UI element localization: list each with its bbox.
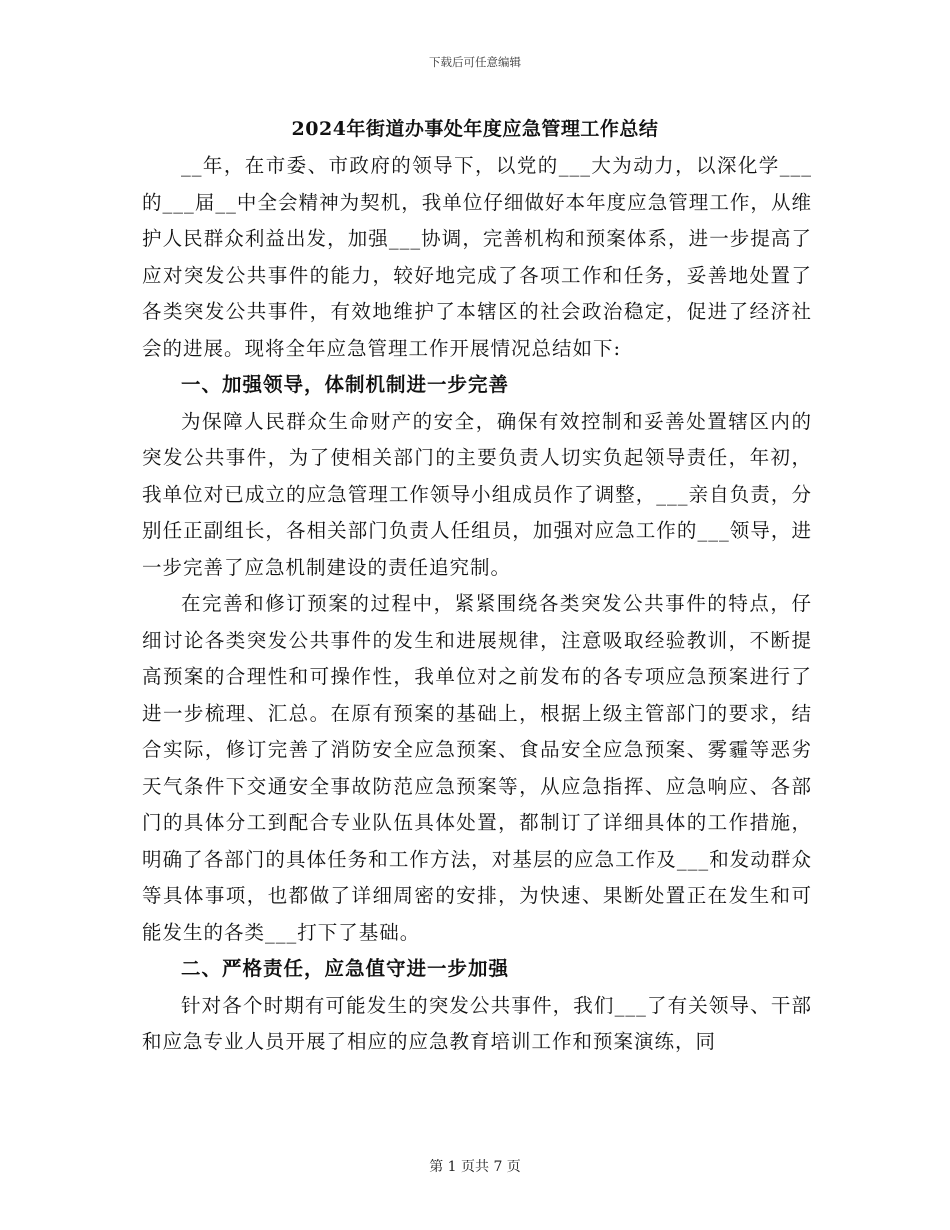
page-title: 2024年街道办事处年度应急管理工作总结: [291, 118, 659, 140]
section-1-paragraph-1: 为保障人民群众生命财产的安全，确保有效控制和妥善处置辖区内的突发公共事件，为了使相关部门的主要负责人切实负起领导责任，年初，我单位对已成立的应急管理工作领导小组成员作了调整，___亲自负责，分别任正副组长，各相关部门负责人任组员，加强对应急工作的___领导，进一步完善了应急机制建设的责任追究制。: [142, 409, 812, 579]
section-1-paragraph-2: 在完善和修订预案的过程中，紧紧围绕各类突发公共事件的特点，仔细讨论各类突发公共事件的发生和进展规律，注意吸取经验教训，不断提高预案的合理性和可操作性，我单位对之前发布的各专项应急预案进行了进一步梳理、汇总。在原有预案的基础上，根据上级主管部门的要求，结合实际，修订完善了消防安全应急预案、食品安全应急预案、雾霾等恶劣天气条件下交通安全事故防范应急预案等，从应急指挥、应急响应、各部门的具体分工到配合专业队伍具体处置，都制订了详细具体的工作措施，明确了各部门的具体任务和工作方法，对基层的应急工作及___和发动群众等具体事项，也都做了详细周密的安排，为快速、果断处置正在发生和可能发生的各类___打下了基础。: [142, 592, 812, 944]
page-header-note: 下载后可任意编辑: [429, 55, 521, 69]
document-body: [142, 148, 812, 1061]
section-heading-2: 二、严格责任，应急值守进一步加强: [181, 957, 510, 980]
section-heading-1: 一、加强领导，体制机制进一步完善: [181, 373, 510, 396]
page-footer-number: 第 1 页共 7 页: [429, 1159, 521, 1175]
section-2-paragraph-1: 针对各个时期有可能发生的突发公共事件，我们___了有关领导、干部和应急专业人员开展了相应的应急教育培训工作和预案演练，同: [142, 993, 812, 1053]
intro-paragraph: __年，在市委、市政府的领导下，以党的___大为动力，以深化学___的___届__中全会精神为契机，我单位仔细做好本年度应急管理工作，从维护人民群众利益出发，加强___协调，完善机构和预案体系，进一步提高了应对突发公共事件的能力，较好地完成了各项工作和任务，妥善地处置了各类突发公共事件，有效地维护了本辖区的社会政治稳定，促进了经济社会的进展。现将全年应急管理工作开展情况总结如下:: [142, 154, 812, 360]
